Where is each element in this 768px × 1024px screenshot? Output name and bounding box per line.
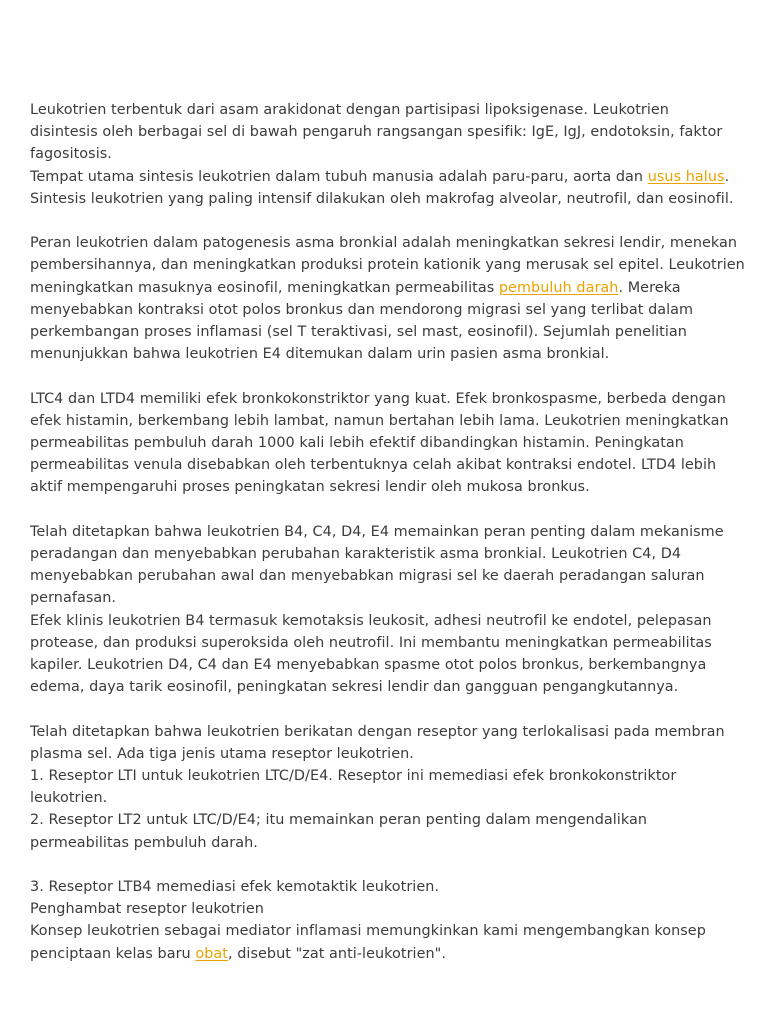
text-line: menyebabkan kontraksi otot polos bronkus dan mendorong migrasi sel yang terlibat dalam (30, 301, 694, 318)
paragraph-receptor-inhibitors (30, 876, 744, 965)
text-line: menyebabkan perubahan awal dan menyebabkan migrasi sel ke daerah peradangan saluran (30, 568, 705, 585)
text-line (30, 943, 744, 965)
text-line: permeabilitas venula disebabkan oleh terbentuknya celah akibat kontraksi endotel. LTD4 lebih (30, 457, 717, 474)
text-line: aktif mempengaruhi proses peningkatan sekresi lendir oleh mukosa bronkus. (30, 479, 590, 496)
list-item: 1. Reseptor LTI untuk leukotrien LTC/D/E4. Reseptor ini memediasi efek bronkokonstriktor (30, 768, 677, 785)
text-line: perkembangan proses inflamasi (sel T teraktivasi, sel mast, eosinofil). Sejumlah penelitian (30, 324, 687, 341)
text-line: peradangan dan menyebabkan perubahan karakteristik asma bronkial. Leukotrien C4, D4 (30, 546, 682, 563)
text-line: LTC4 dan LTD4 memiliki efek bronkokonstriktor yang kuat. Efek bronkospasme, berbeda dengan (30, 390, 726, 407)
text-line: menunjukkan bahwa leukotrien E4 ditemukan dalam urin pasien asma bronkial. (30, 346, 610, 363)
text-line: plasma sel. Ada tiga jenis utama reseptor leukotrien. (30, 745, 414, 762)
paragraph-spacer (30, 499, 744, 521)
text-line: Konsep leukotrien sebagai mediator inflamasi memungkinkan kami mengembangkan konsep (30, 923, 706, 940)
list-item: 3. Reseptor LTB4 memediasi efek kemotaktik leukotrien. (30, 879, 440, 896)
paragraph-bronchoconstrictor-effect (30, 388, 744, 499)
text-segment: . (724, 168, 730, 185)
text-segment: . Mereka (618, 279, 681, 296)
text-line: protease, dan produksi superoksida oleh neutrofil. Ini membantu meningkatkan permeabilitas (30, 634, 712, 651)
text-line: Telah ditetapkan bahwa leukotrien berikatan dengan reseptor yang terlokalisasi pada membran (30, 723, 725, 740)
paragraph-spacer (30, 365, 744, 387)
paragraph-inflammation-mechanism (30, 521, 744, 699)
text-line: efek histamin, berkembang lebih lambat, namun bertahan lebih lama. Leukotrien meningkatkan (30, 412, 729, 429)
text-line (30, 277, 744, 299)
text-line: permeabilitas pembuluh darah. (30, 834, 258, 851)
text-line: Peran leukotrien dalam patogenesis asma bronkial adalah meningkatkan sekresi lendir, menekan (30, 235, 738, 252)
link-usus-halus[interactable]: usus halus (647, 168, 725, 185)
text-line: kapiler. Leukotrien D4, C4 dan E4 menyebabkan spasme otot polos bronkus, berkembangnya (30, 657, 707, 674)
text-line: disintesis oleh berbagai sel di bawah pengaruh rangsangan spesifik: IgE, IgJ, endotoksin, faktor (30, 124, 723, 141)
text-line: Telah ditetapkan bahwa leukotrien B4, C4, D4, E4 memainkan peran penting dalam mekanisme (30, 523, 724, 540)
paragraph-receptors (30, 721, 744, 854)
text-segment: penciptaan kelas baru (30, 945, 196, 962)
paragraph-spacer (30, 698, 744, 720)
text-line: Sintesis leukotrien yang paling intensif dilakukan oleh makrofag alveolar, neutrofil, dan eosinofil. (30, 190, 734, 207)
text-line: leukotrien. (30, 790, 108, 807)
paragraph-asthma-role (30, 232, 744, 365)
text-line: edema, daya tarik eosinofil, peningkatan sekresi lendir dan gangguan pengangkutannya. (30, 679, 679, 696)
article-body (30, 99, 744, 965)
text-segment: Tempat utama sintesis leukotrien dalam tubuh manusia adalah paru-paru, aorta dan (30, 168, 648, 185)
text-line: pembersihannya, dan meningkatkan produksi protein kationik yang merusak sel epitel. Leukotrien (30, 257, 745, 274)
text-line: Leukotrien terbentuk dari asam arakidonat dengan partisipasi lipoksigenase. Leukotrien (30, 102, 669, 118)
text-line: pernafasan. (30, 590, 117, 607)
link-obat[interactable]: obat (195, 945, 228, 962)
paragraph-leukotriene-synthesis (30, 99, 744, 210)
list-item: 2. Reseptor LT2 untuk LTC/D/E4; itu memainkan peran penting dalam mengendalikan (30, 812, 648, 829)
paragraph-spacer (30, 210, 744, 232)
text-segment: , disebut "zat anti-leukotrien". (227, 945, 446, 962)
text-line (30, 166, 744, 188)
text-line: permeabilitas pembuluh darah 1000 kali lebih efektif dibandingkan histamin. Peningkatan (30, 435, 684, 452)
paragraph-spacer (30, 854, 744, 876)
subheading: Penghambat reseptor leukotrien (30, 901, 264, 918)
link-pembuluh-darah[interactable]: pembuluh darah (498, 279, 619, 296)
text-line: fagositosis. (30, 146, 112, 163)
text-segment: meningkatkan masuknya eosinofil, meningkatkan permeabilitas (30, 279, 499, 296)
text-line: Efek klinis leukotrien B4 termasuk kemotaksis leukosit, adhesi neutrofil ke endotel, pelepasan (30, 612, 712, 629)
